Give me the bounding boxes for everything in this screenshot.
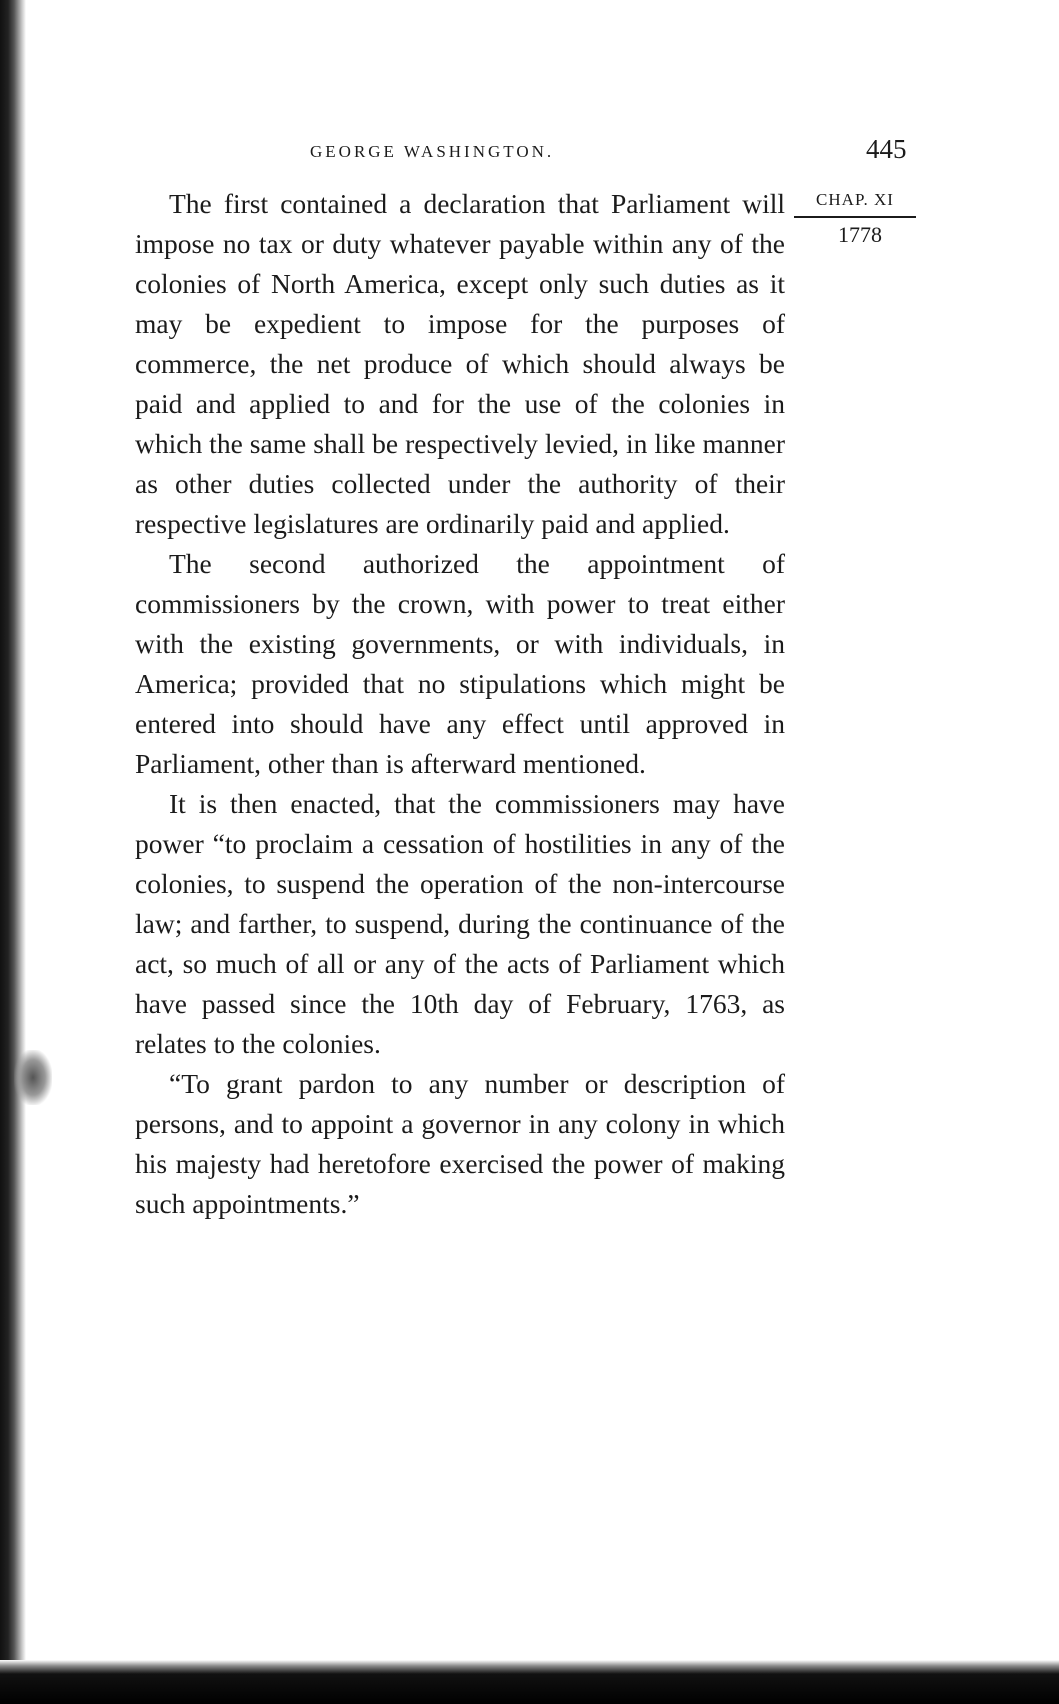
page-number: 445 [866,134,907,164]
margin-note [794,190,916,248]
paragraph-4: “To grant pardon to any number or description of persons, and to appoint a governor in any colony in which his majesty had heretofore exercised the power of making such appointments.” [135,1068,785,1219]
scan-smudge [14,1050,52,1105]
paragraph-3: It is then enacted, that the commissioners may have power “to proclaim a cessation of hostilities in any of the colonies, to suspend the operation of the non-intercourse law; and farther, to suspend, during the continuance of the act, so much of all or any of the acts of Parliament which have passed since the 10th day of February, 1763, as relates to the colonies. [135,788,785,1059]
year-label: 1778 [838,222,882,247]
body-text [135,184,785,1224]
running-head: GEORGE WASHINGTON. [310,142,555,161]
scan-edge-bottom [0,1660,1059,1704]
scan-edge-left [0,0,26,1704]
paragraph-2: The second authorized the appointment of commissioners by the crown, with power to treat either with the existing governments, or with individuals, in America; provided that no stipulations which might be entered into should have any effect until approved in Parliament, other than is afterward mentioned. [135,548,785,779]
chapter-label: CHAP. XI [794,190,916,218]
paragraph-1: The first contained a declaration that Parliament will impose no tax or duty whatever payable within any of the colonies of North America, except only such duties as it may be expedient to impose for the purposes of commerce, the net produce of which should always be paid and applied to and for the use of the colonies in which the same shall be respectively levied, in like manner as other duties collected under the authority of their respective legislatures are ordinarily paid and applied. [135,188,785,539]
